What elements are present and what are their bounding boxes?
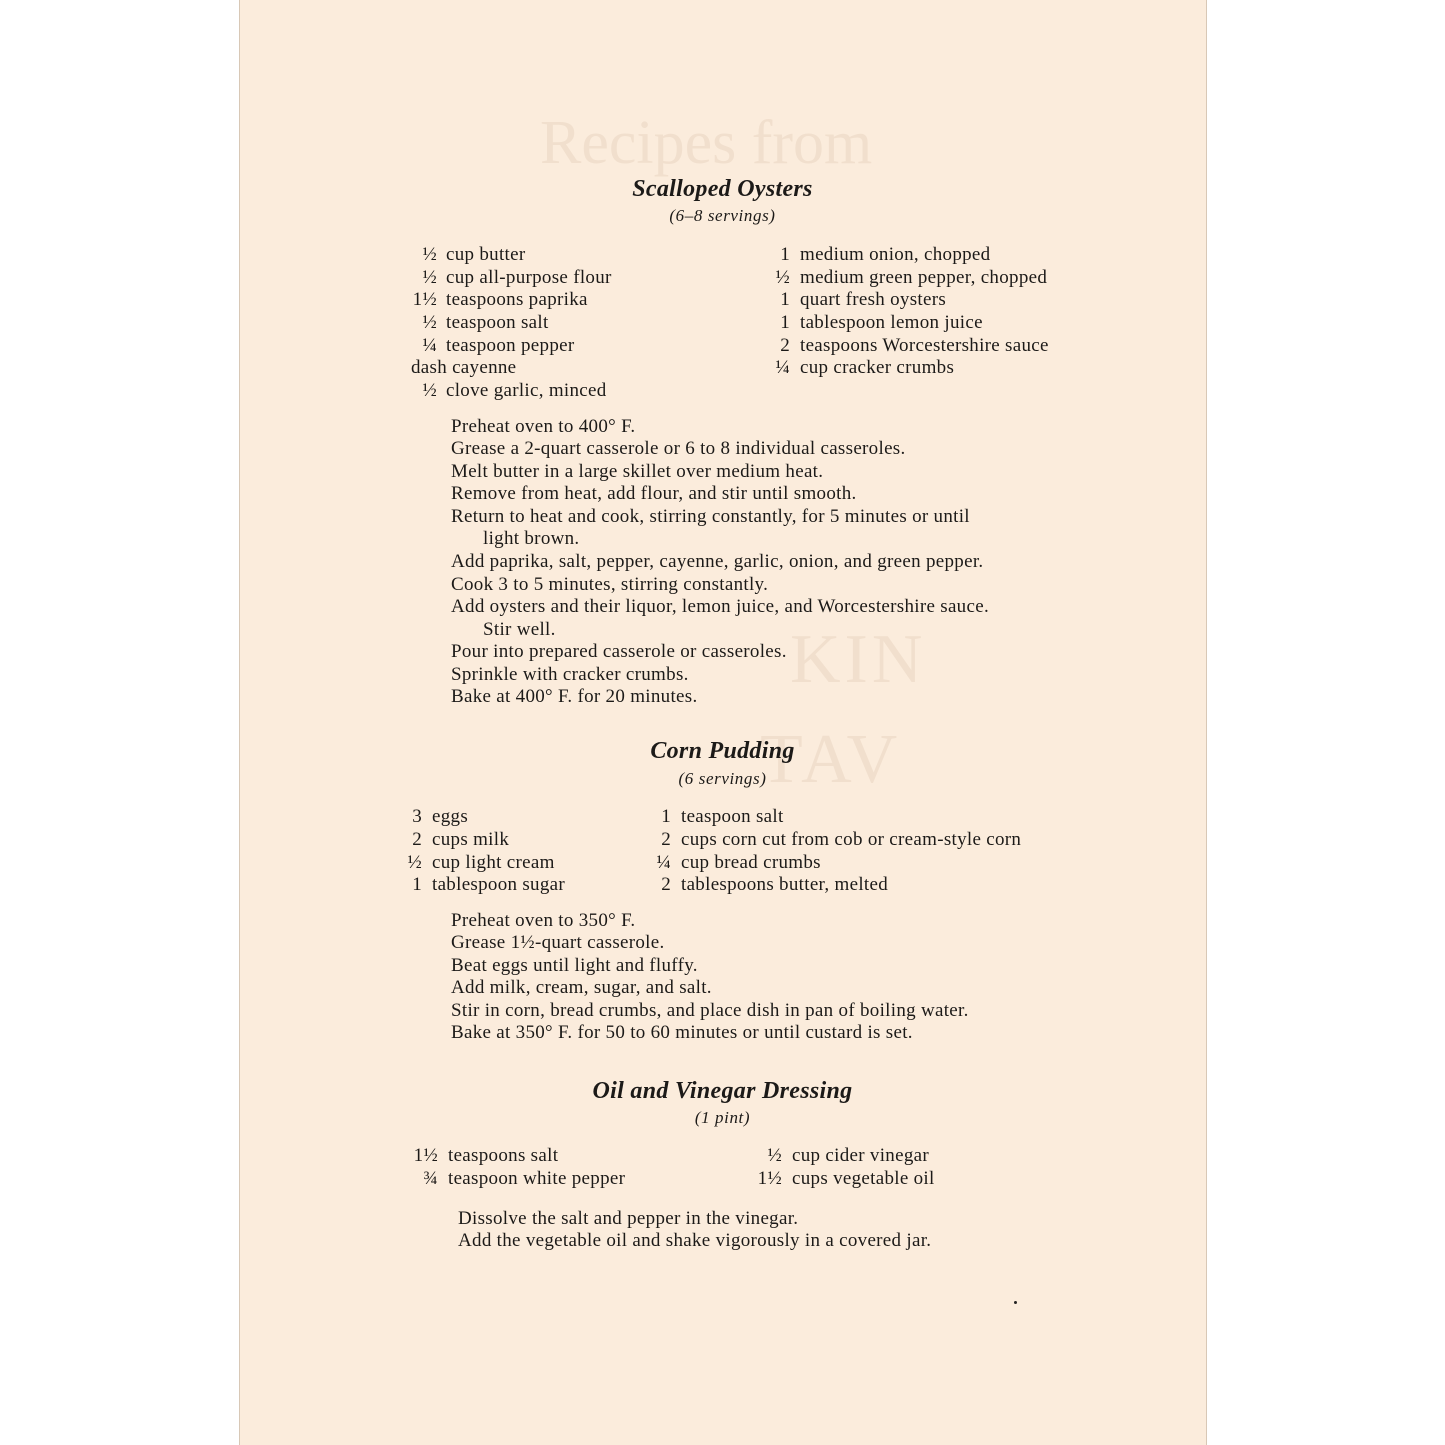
instruction-step: Add oysters and their liquor, lemon juice, and Worcestershire sauce. [451,596,989,617]
ingredient-qty: ¼ [775,357,790,378]
instruction-step: Pour into prepared casserole or casseroles. [451,641,787,662]
ingredient-item: clove garlic, minced [446,380,607,401]
instruction-step: Bake at 350° F. for 50 to 60 minutes or until custard is set. [451,1022,913,1043]
ingredient-qty: ¾ [423,1168,438,1189]
recipe-servings: (6–8 servings) [669,206,776,225]
ink-speck [1014,1301,1017,1304]
ingredient-item: teaspoon pepper [446,335,575,356]
recipe-servings: (6 servings) [678,769,767,788]
instruction-step: Preheat oven to 400° F. [451,416,636,437]
instruction-step-continuation: light brown. [483,528,580,549]
ingredient-qty: ½ [422,244,437,265]
instruction-step: Preheat oven to 350° F. [451,910,636,931]
bleed-through-name-2: TAV [760,721,902,798]
instruction-step: Add the vegetable oil and shake vigorously in a covered jar. [458,1230,932,1251]
ingredient-item: cups corn cut from cob or cream-style corn [681,829,1022,850]
ingredient-qty: 1 [780,289,790,310]
ingredient-qty: 1 [661,806,671,827]
ingredient-qty: 1 [412,874,422,895]
instruction-step: Stir in corn, bread crumbs, and place dish in pan of boiling water. [451,1000,969,1021]
ingredient-item: cup butter [446,244,526,265]
instruction-step: Add paprika, salt, pepper, cayenne, garlic, onion, and green pepper. [451,551,984,572]
ingredient-item: cup cracker crumbs [800,357,955,378]
ingredient-item: teaspoon salt [446,312,549,333]
recipe-title-oil-and-vinegar-dressing: Oil and Vinegar Dressing [592,1078,853,1104]
ingredient-qty: ½ [422,380,437,401]
ingredient-item: teaspoon white pepper [448,1168,626,1189]
instruction-step: Bake at 400° F. for 20 minutes. [451,686,698,707]
ingredient-qty: ½ [407,852,422,873]
ingredient-item: cup bread crumbs [681,852,821,873]
recipe-title-corn-pudding: Corn Pudding [650,738,795,764]
ingredient-item: tablespoon lemon juice [800,312,983,333]
ingredient-qty: 1½ [413,1145,438,1166]
instruction-step: Cook 3 to 5 minutes, stirring constantly. [451,574,769,595]
instruction-step: Sprinkle with cracker crumbs. [451,664,689,685]
ingredient-item: cup cider vinegar [792,1145,929,1166]
ingredient-qty: 1 [780,312,790,333]
ingredient-qty: 1 [780,244,790,265]
instruction-step: Grease 1½-quart casserole. [451,932,665,953]
ingredient-item: teaspoons salt [448,1145,559,1166]
ingredient-qty: 2 [412,829,422,850]
ingredient-qty: 2 [661,874,671,895]
ingredient-item: teaspoons Worcestershire sauce [800,335,1049,356]
ingredient-item: medium onion, chopped [800,244,991,265]
bleed-through-name: KIN [790,621,927,698]
recipe-title-scalloped-oysters: Scalloped Oysters [632,176,813,202]
bleed-through-heading: Recipes from [540,109,873,177]
ingredient-item: quart fresh oysters [800,289,947,310]
ingredient-item: teaspoons paprika [446,289,588,310]
ingredient-item: tablespoon sugar [432,874,566,895]
ingredient-qty: ½ [422,312,437,333]
ingredient-qty: 2 [780,335,790,356]
ingredient-item: tablespoons butter, melted [681,874,889,895]
instruction-step: Return to heat and cook, stirring constantly, for 5 minutes or until [451,506,970,527]
ingredient-item: eggs [432,806,469,827]
ingredient-item: cups milk [432,829,510,850]
ingredient-qty: 1½ [757,1168,782,1189]
instruction-step: Beat eggs until light and fluffy. [451,955,698,976]
ingredient-qty: ¼ [656,852,671,873]
instruction-step: Grease a 2-quart casserole or 6 to 8 individual casseroles. [451,438,906,459]
ingredient-item: cup all-purpose flour [446,267,612,288]
ingredient-item: cups vegetable oil [792,1168,935,1189]
ingredient-qty: ½ [775,267,790,288]
instruction-step: Add milk, cream, sugar, and salt. [451,977,712,998]
instruction-step: Dissolve the salt and pepper in the vinegar. [458,1208,799,1229]
ingredient-item: medium green pepper, chopped [800,267,1048,288]
recipe-servings: (1 pint) [694,1108,751,1127]
ingredient-item: teaspoon salt [681,806,784,827]
instruction-step: Remove from heat, add flour, and stir until smooth. [451,483,857,504]
instruction-step: Melt butter in a large skillet over medium heat. [451,461,824,482]
ingredient-qty: 2 [661,829,671,850]
ingredient-qty: ¼ [422,335,437,356]
ingredient-item: cup light cream [432,852,555,873]
instruction-step-continuation: Stir well. [483,619,556,640]
ingredient-item: dash cayenne [411,357,517,378]
ingredient-qty: ½ [422,267,437,288]
ingredient-qty: 3 [412,806,422,827]
ingredient-qty: ½ [767,1145,782,1166]
ingredient-qty: 1½ [412,289,437,310]
